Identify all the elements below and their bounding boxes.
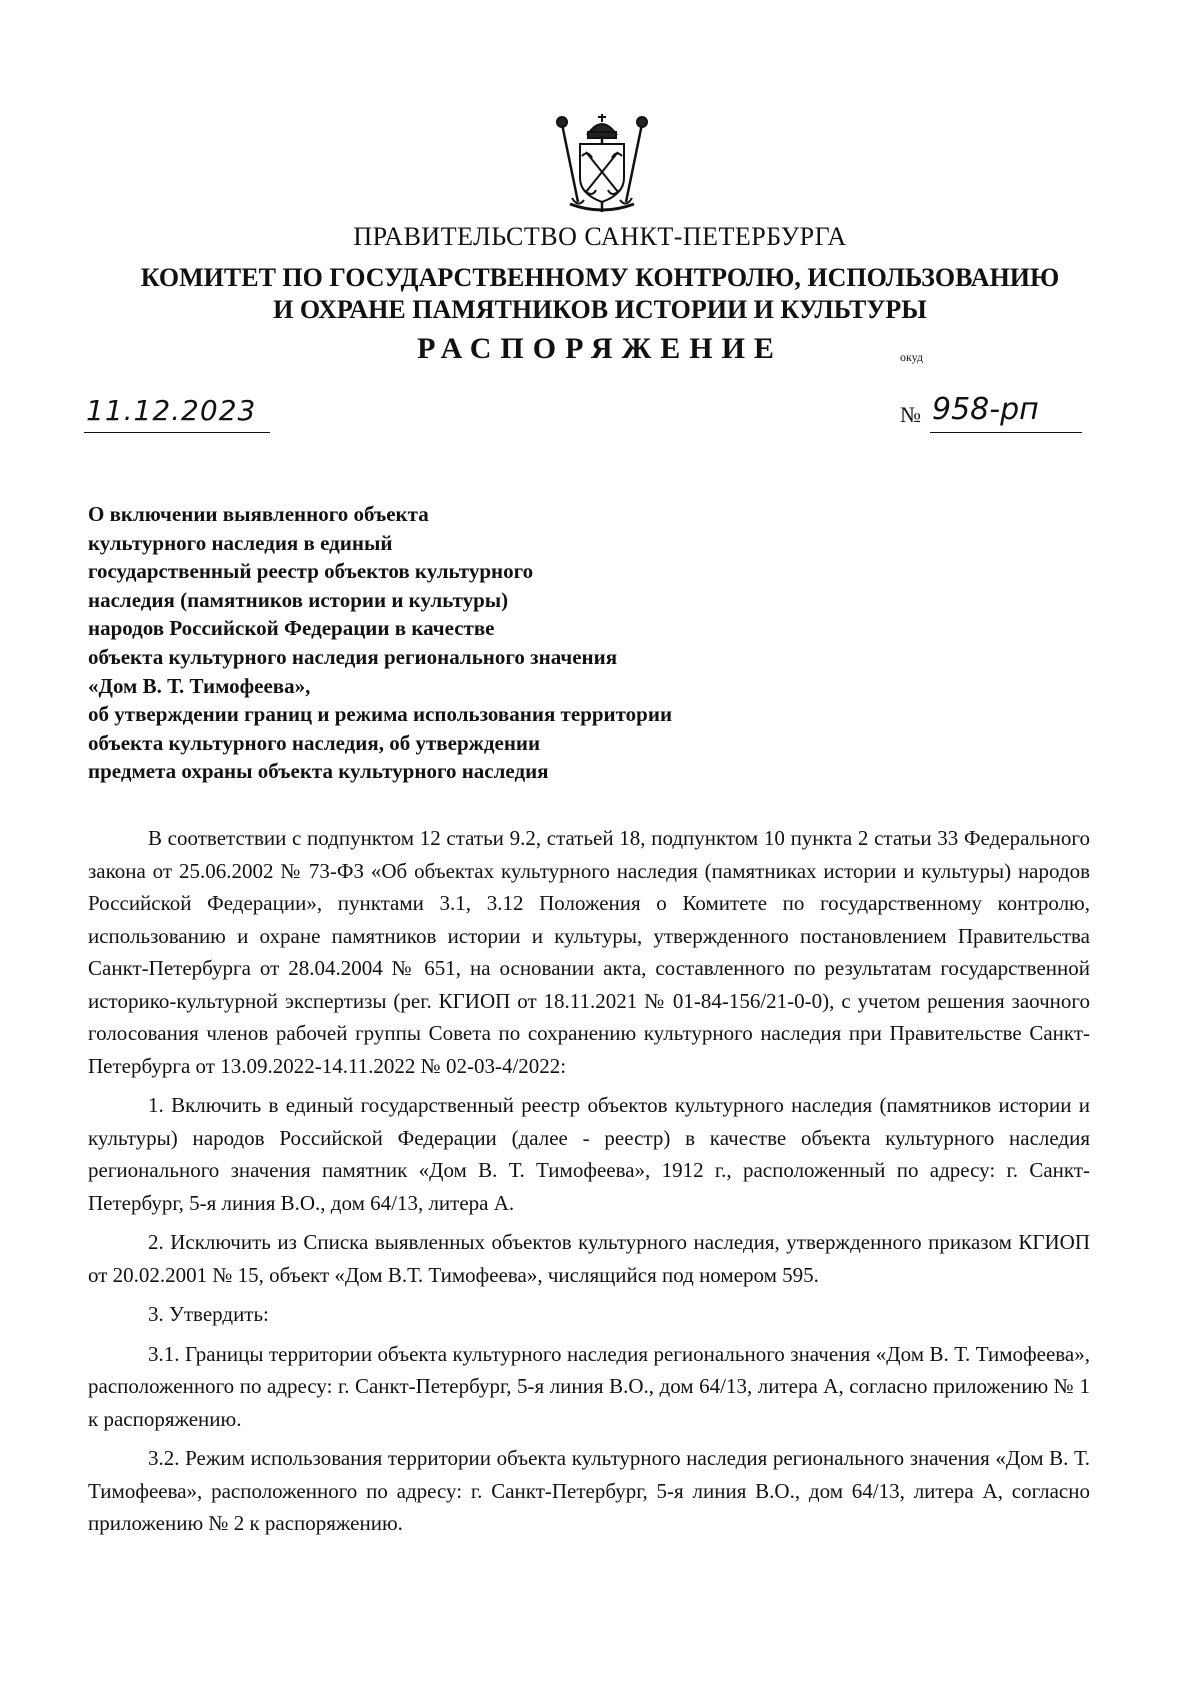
coat-of-arms-icon — [548, 112, 656, 216]
subject-line: О включении выявленного объекта — [88, 502, 429, 526]
item-1-paragraph: 1. Включить в единый государственный реестр объектов культурного наследия (памятников истории и культуры) народов Российской Федерации (далее - реестр) в качестве объекта культурного наследия регионального значения памятник «Дом В. Т. Тимофеева», 1912 г., расположенный по адресу: г. Санкт-Петербург, 5-я линия В.О., дом 64/13, литера А. — [88, 1093, 1090, 1215]
date-underline — [84, 432, 270, 433]
committee-title-line-1: КОМИТЕТ ПО ГОСУДАРСТВЕННОМУ КОНТРОЛЮ, ИСПОЛЬЗОВАНИЮ — [140, 263, 1060, 292]
item-3-2-paragraph: 3.2. Режим использования территории объекта культурного наследия регионального значения «Дом В. Т. Тимофеева», расположенного по адресу: г. Санкт-Петербург, 5-я линия В.О., дом 64/13, литера А, согласно приложению № 2 к распоряжению. — [88, 1446, 1090, 1535]
subject-line: народов Российской Федерации в качестве — [88, 616, 495, 641]
committee-title-line-2: И ОХРАНЕ ПАМЯТНИКОВ ИСТОРИИ И КУЛЬТУРЫ — [273, 295, 927, 324]
subject-line: наследия (памятников истории и культуры) — [88, 587, 509, 612]
subject-line: государственный реестр объектов культурного — [88, 559, 534, 584]
subject-line: объекта культурного наследия регионального значения — [88, 644, 618, 669]
subject-line: объекта культурного наследия, об утверждении — [88, 730, 541, 755]
government-title: ПРАВИТЕЛЬСТВО САНКТ-ПЕТЕРБУРГА — [353, 222, 847, 251]
number-sign: № — [900, 402, 921, 427]
subject-line: предмета охраны объекта культурного наследия — [88, 759, 549, 784]
subject-line: культурного наследия в единый — [88, 530, 393, 555]
document-number: 958-рп — [932, 392, 1039, 427]
item-3-paragraph: 3. Утвердить: — [148, 1302, 269, 1326]
document-date: 11.12.2023 — [86, 394, 257, 427]
number-underline — [930, 432, 1082, 433]
document-body — [88, 822, 1090, 1540]
item-3-1-paragraph: 3.1. Границы территории объекта культурного наследия регионального значения «Дом В. Т. Тимофеева», расположенного по адресу: г. Санкт-Петербург, 5-я линия В.О., дом 64/13, литера А, согласно приложению № 1 к распоряжению. — [88, 1341, 1090, 1431]
subject-line: об утверждении границ и режима использования территории — [88, 702, 673, 727]
document-type-title: РАСПОРЯЖЕНИЕ — [417, 332, 783, 365]
document-subject — [88, 500, 672, 786]
okud-label: окуд — [900, 350, 924, 364]
item-2-paragraph: 2. Исключить из Списка выявленных объектов культурного наследия, утвержденного приказом КГИОП от 20.02.2001 № 15, объект «Дом В.Т. Тимофеева», числящийся под номером 595. — [88, 1230, 1090, 1287]
preamble-paragraph: В соответствии с подпунктом 12 статьи 9.2, статьей 18, подпунктом 10 пункта 2 статьи 33 Федерального закона от 25.06.2002 № 73-ФЗ «Об объектах культурного наследия (памятниках истории и культуры) народов Российской Федерации», пунктами 3.1, 3.12 Положения о Комитете по государственному контролю, использованию и охране памятников истории и культуры, утвержденного постановлением Правительства Санкт-Петербурга от 28.04.2004 № 651, на основании акта, составленного по результатам государственной историко-культурной экспертизы (рег. КГИОП от 18.11.2021 № 01-84-156/21-0-0), с учетом решения заочного голосования членов рабочей группы Совета по сохранению культурного наследия при Правительстве Санкт-Петербурга от 13.09.2022-14.11.2022 № 02-03-4/2022: — [88, 826, 1090, 1078]
subject-line: «Дом В. Т. Тимофеева», — [88, 673, 311, 698]
